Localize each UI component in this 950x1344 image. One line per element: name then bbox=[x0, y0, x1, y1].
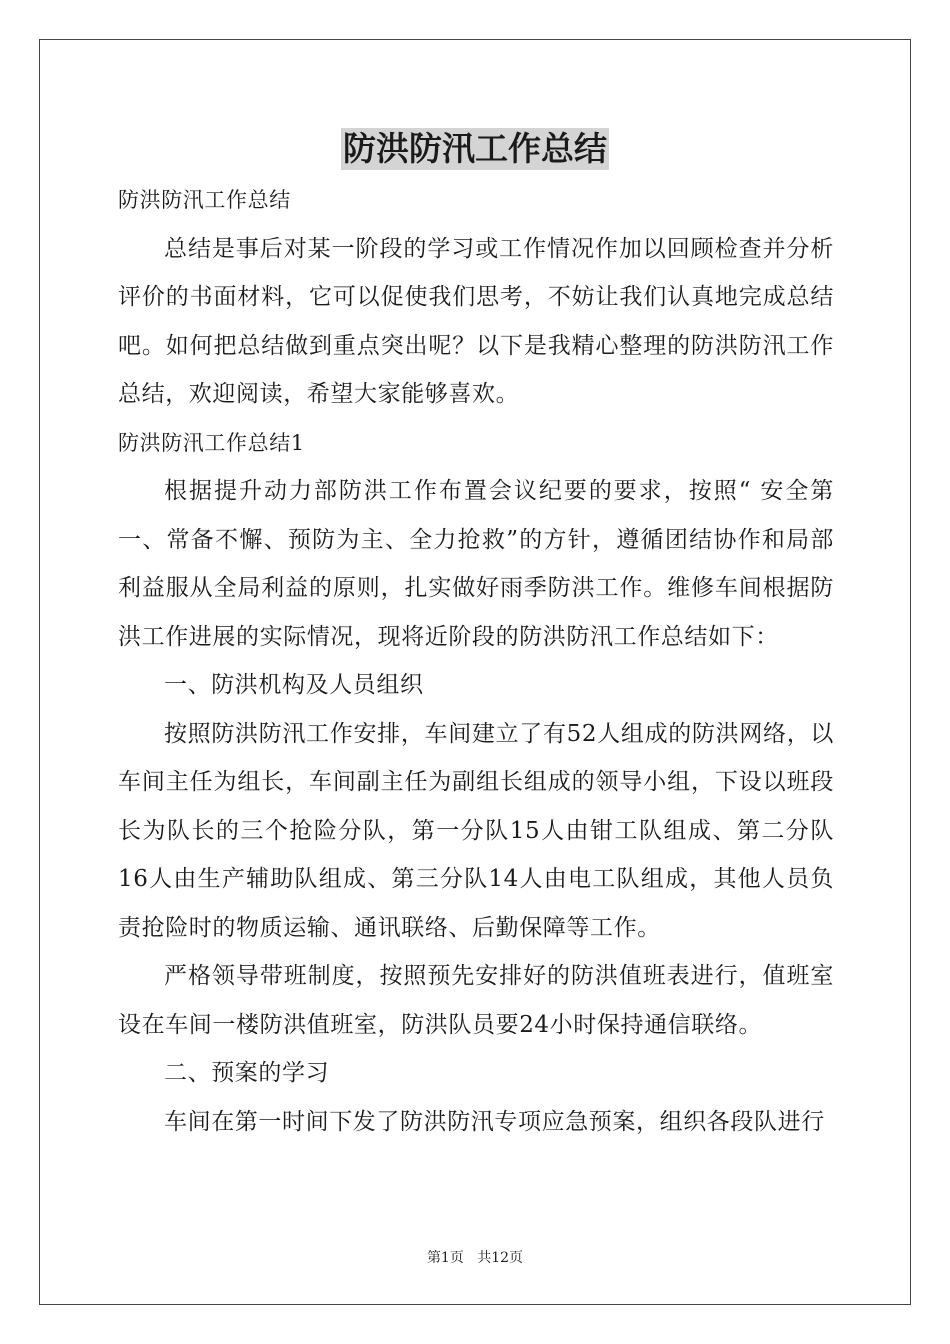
paragraph-body: 按照防洪防汛工作安排，车间建立了有52人组成的防洪网络，以车间主任为组长，车间副主任为副组长组成的领导小组，下设以班段长为队长的三个抢险分队，第一分队15人由钳工队组成、第二分队16人由生产辅助队组成、第三分队14人由电工队组成，其他人员负责抢险时的物质运输、通讯联络、后勤保障等工作。 bbox=[118, 720, 834, 941]
page-footer bbox=[0, 1247, 950, 1267]
paragraph-body: 车间在第一时间下发了防洪防汛专项应急预案，组织各段队进行 bbox=[164, 1108, 825, 1135]
paragraph-subtitle: 防洪防汛工作总结 bbox=[118, 188, 291, 212]
document-body bbox=[118, 176, 834, 1146]
paragraph-body: 根据提升动力部防洪工作布置会议纪要的要求，按照“ 安全第一、常备不懈、预防为主、全力抢救”的方针，遵循团结协作和局部利益服从全局利益的原则，扎实做好雨季防洪工作。维修车间根据防洪工作进展的实际情况，现将近阶段的防洪防汛工作总结如下： bbox=[118, 478, 834, 650]
paragraph-heading-2: 二、预案的学习 bbox=[164, 1060, 330, 1086]
paragraph-intro: 总结是事后对某一阶段的学习或工作情况作加以回顾检查并分析评价的书面材料，它可以促使我们思考，不妨让我们认真地完成总结吧。如何把总结做到重点突出呢？以下是我精心整理的防洪防汛工作总结，欢迎阅读，希望大家能够喜欢。 bbox=[118, 235, 834, 407]
title-container bbox=[0, 128, 950, 170]
paragraph-heading-1: 一、防洪机构及人员组织 bbox=[164, 672, 424, 698]
document-title: 防洪防汛工作总结 bbox=[343, 129, 607, 168]
paragraph-section-heading: 防洪防汛工作总结1 bbox=[118, 430, 305, 455]
paragraph-body: 严格领导带班制度，按照预先安排好的防洪值班表进行，值班室设在车间一楼防洪值班室，防洪队员要24小时保持通信联络。 bbox=[118, 963, 834, 1038]
total-pages: 共12页 bbox=[477, 1250, 524, 1266]
page-number: 第1页 bbox=[426, 1250, 464, 1266]
